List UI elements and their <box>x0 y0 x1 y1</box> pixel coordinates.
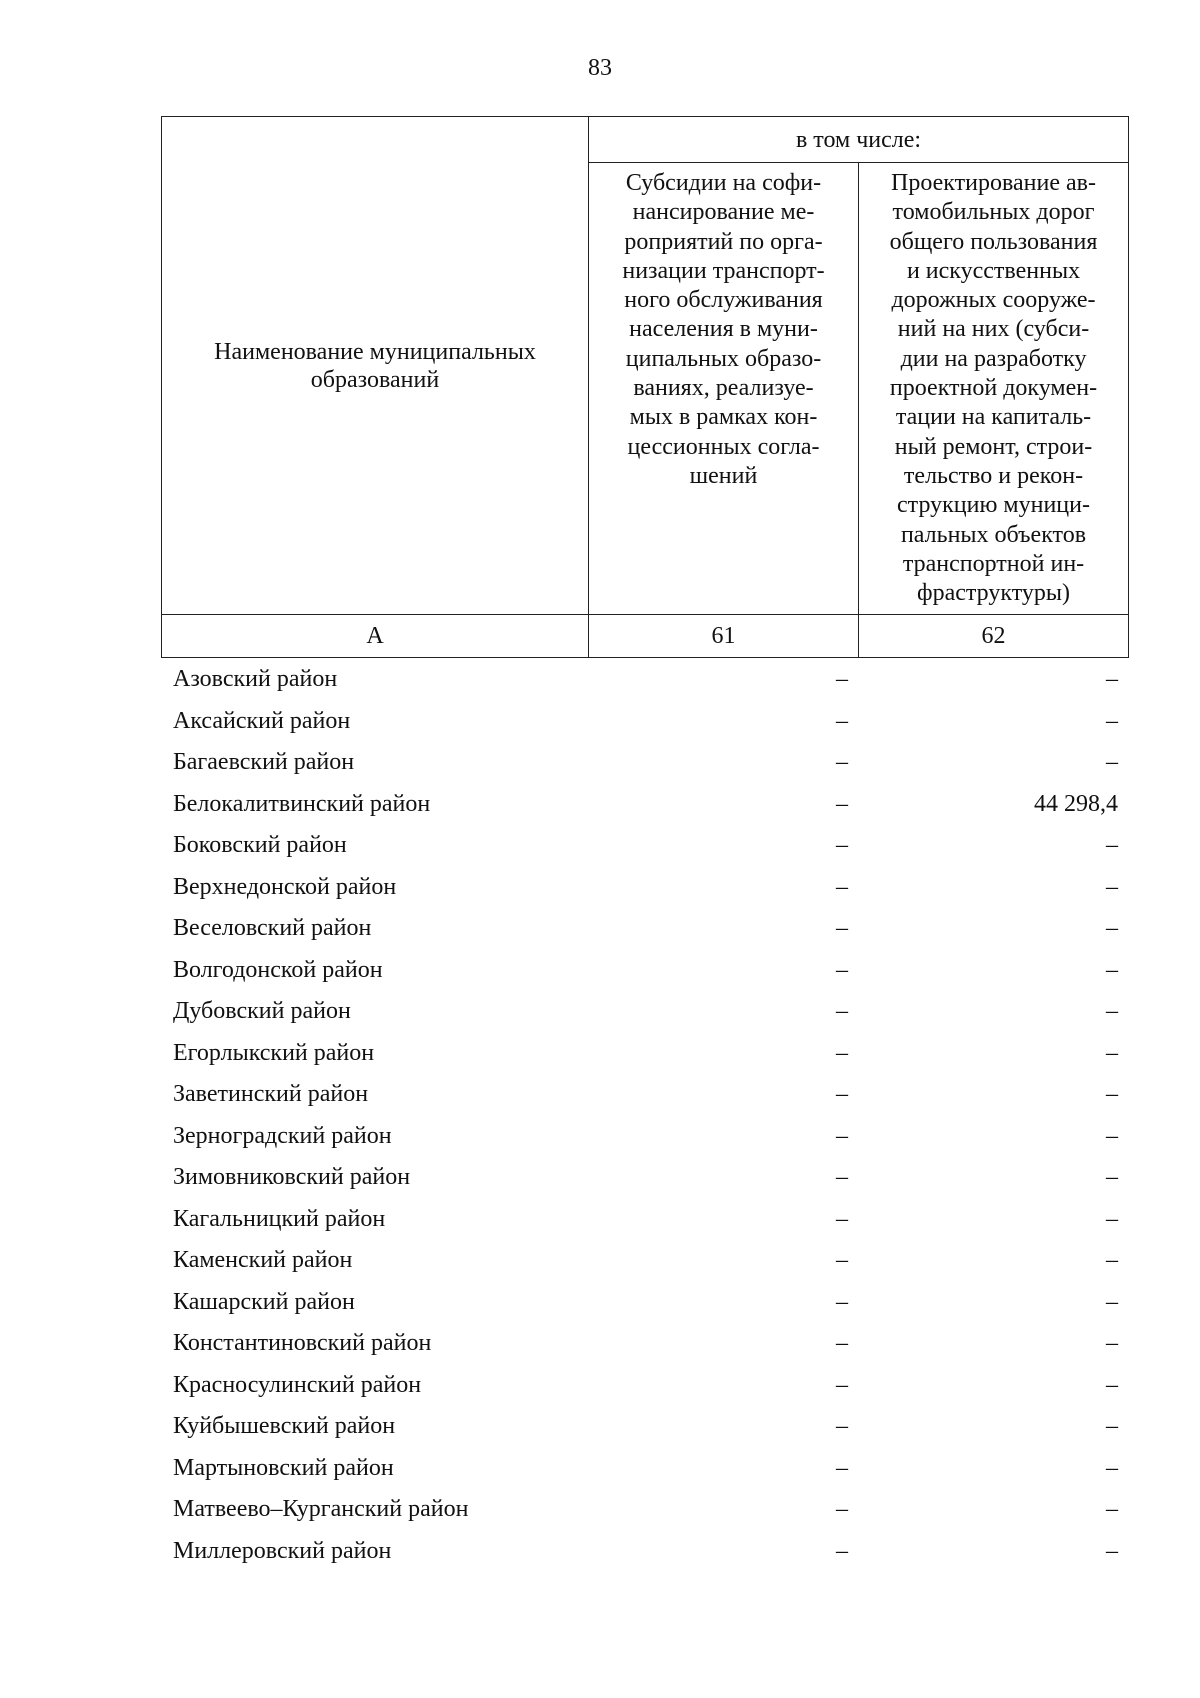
row-value-61: – <box>836 1288 848 1315</box>
col62-line: дии на разработку <box>900 345 1087 372</box>
row-value-61: – <box>836 666 848 692</box>
row-municipality-name: Заветинский район <box>173 1081 369 1107</box>
row-value-62: – <box>1106 1081 1118 1107</box>
table-row <box>161 1199 1128 1241</box>
col61-line: населения в муни- <box>629 316 818 343</box>
row-value-61: – <box>836 1454 848 1481</box>
row-value-62: – <box>1106 1537 1118 1564</box>
col62-line: транспортной ин- <box>902 550 1085 577</box>
table-body <box>161 659 1128 1572</box>
table-row <box>161 1406 1128 1448</box>
row-municipality-name: Аксайский район <box>173 707 351 734</box>
row-value-62: – <box>1106 956 1118 983</box>
header-name-text: Наименование муниципальных образований <box>214 338 536 393</box>
table-header <box>161 116 1129 658</box>
col61-line: роприятий по орга- <box>624 228 823 255</box>
table-row <box>161 701 1128 743</box>
table-row <box>161 950 1128 992</box>
row-municipality-name: Егорлыкский район <box>173 1039 375 1066</box>
row-value-62: – <box>1106 1371 1118 1398</box>
table-row <box>161 1323 1128 1365</box>
col61-line: ного обслуживания <box>624 287 823 314</box>
row-value-61: – <box>836 790 848 817</box>
row-municipality-name: Матвеево–Курганский район <box>173 1496 469 1522</box>
row-municipality-name: Зерноградский район <box>173 1122 392 1149</box>
table-row <box>161 1116 1128 1158</box>
header-col-62-text <box>859 163 1128 608</box>
row-value-61: – <box>836 1371 848 1398</box>
row-value-62: – <box>1106 1330 1118 1356</box>
row-municipality-name: Куйбышевский район <box>173 1413 396 1439</box>
table-row <box>161 1531 1128 1573</box>
header-col-61 <box>589 163 859 615</box>
col61-line: ципальных образо- <box>625 345 822 372</box>
col62-line: тации на капиталь- <box>895 404 1092 431</box>
row-value-62: – <box>1106 1454 1118 1481</box>
table-row <box>161 1033 1128 1075</box>
row-value-62: – <box>1106 832 1118 858</box>
row-value-62: – <box>1106 707 1118 734</box>
table-row <box>161 1489 1128 1531</box>
header-name-column <box>162 117 589 615</box>
row-value-61: – <box>836 749 848 775</box>
col62-line: Проектирование ав- <box>891 170 1096 196</box>
row-value-62: – <box>1106 873 1118 900</box>
col62-line: проектной докумен- <box>889 375 1098 402</box>
header-col-61-text <box>589 163 858 491</box>
row-value-62: – <box>1106 1288 1118 1315</box>
col-number-61: 61 <box>589 615 859 658</box>
col62-line: струкцию муници- <box>897 492 1090 519</box>
row-municipality-name: Багаевский район <box>173 749 355 775</box>
page-number: 83 <box>588 55 612 81</box>
table-row <box>161 1282 1128 1324</box>
table-row <box>161 825 1128 867</box>
row-value-61: – <box>836 707 848 734</box>
table-row <box>161 867 1128 909</box>
row-value-61: – <box>836 998 848 1024</box>
row-value-62: – <box>1106 1247 1118 1273</box>
col62-line: дорожных сооруже- <box>891 287 1096 314</box>
row-municipality-name: Кашарский район <box>173 1288 355 1315</box>
row-municipality-name: Мартыновский район <box>173 1454 394 1481</box>
row-value-62: – <box>1106 915 1118 941</box>
row-municipality-name: Веселовский район <box>173 915 372 941</box>
table-row <box>161 1365 1128 1407</box>
row-municipality-name: Красносулинский район <box>173 1371 422 1398</box>
row-municipality-name: Верхнедонской район <box>173 873 397 900</box>
row-municipality-name: Каменский район <box>173 1247 353 1273</box>
row-value-62: – <box>1106 1164 1118 1190</box>
row-municipality-name: Зимовниковский район <box>173 1164 411 1190</box>
table-row <box>161 1448 1128 1490</box>
row-municipality-name: Миллеровский район <box>173 1537 392 1564</box>
row-value-61: – <box>836 915 848 941</box>
col61-line: мых в рамках кон- <box>629 404 818 431</box>
row-value-61: – <box>836 1164 848 1190</box>
col62-line: ний на них (субси- <box>897 316 1090 343</box>
table-row <box>161 1240 1128 1282</box>
row-municipality-name: Белокалитвинский район <box>173 790 431 817</box>
row-value-61: – <box>836 1039 848 1066</box>
row-value-61: – <box>836 873 848 900</box>
table-row <box>161 784 1128 826</box>
col-number-name: А <box>162 615 589 658</box>
row-value-61: – <box>836 1081 848 1107</box>
row-value-62: – <box>1106 1413 1118 1439</box>
row-value-62: – <box>1106 666 1118 692</box>
col61-line: Субсидии на софи- <box>625 170 822 196</box>
row-municipality-name: Азовский район <box>173 666 338 692</box>
row-municipality-name: Константиновский район <box>173 1330 432 1356</box>
row-municipality-name: Кагальницкий район <box>173 1205 386 1232</box>
table-row <box>161 1074 1128 1116</box>
col61-line: шений <box>689 462 758 489</box>
row-value-61: – <box>836 1537 848 1564</box>
row-municipality-name: Волгодонской район <box>173 956 383 983</box>
col62-line: пальных объектов <box>900 521 1087 548</box>
row-value-62: – <box>1106 1122 1118 1149</box>
col62-line: томобильных дорог <box>892 199 1095 226</box>
row-value-62: – <box>1106 1205 1118 1232</box>
row-value-61: – <box>836 1247 848 1273</box>
row-value-62: – <box>1106 998 1118 1024</box>
row-value-61: – <box>836 1413 848 1439</box>
table-row <box>161 1157 1128 1199</box>
col62-line: и искусственных <box>906 257 1081 284</box>
row-value-61: – <box>836 956 848 983</box>
row-value-62: – <box>1106 749 1118 775</box>
row-value-61: – <box>836 832 848 858</box>
col61-line: низации транспорт- <box>622 257 825 284</box>
row-value-62: 44 298,4 <box>1034 790 1118 817</box>
col62-line: фраструктуры) <box>917 580 1070 607</box>
row-value-61: – <box>836 1330 848 1356</box>
row-municipality-name: Дубовский район <box>173 998 351 1024</box>
header-including-label: в том числе: <box>589 117 1129 163</box>
col62-line: тельство и рекон- <box>903 462 1084 489</box>
col61-line: нансирование ме- <box>632 199 815 226</box>
header-col-62 <box>859 163 1129 615</box>
row-value-61: – <box>836 1205 848 1232</box>
table-row <box>161 908 1128 950</box>
col61-line: ваниях, реализуе- <box>633 375 814 402</box>
col62-line: ный ремонт, строи- <box>894 433 1093 460</box>
row-value-61: – <box>836 1496 848 1522</box>
table-row <box>161 742 1128 784</box>
col61-line: цессионных согла- <box>627 433 820 460</box>
row-value-62: – <box>1106 1039 1118 1066</box>
row-value-62: – <box>1106 1496 1118 1522</box>
table-row <box>161 991 1128 1033</box>
row-municipality-name: Боковский район <box>173 832 347 858</box>
row-value-61: – <box>836 1122 848 1149</box>
col62-line: общего пользования <box>889 228 1098 255</box>
col-number-62: 62 <box>859 615 1129 658</box>
table-row <box>161 659 1128 701</box>
